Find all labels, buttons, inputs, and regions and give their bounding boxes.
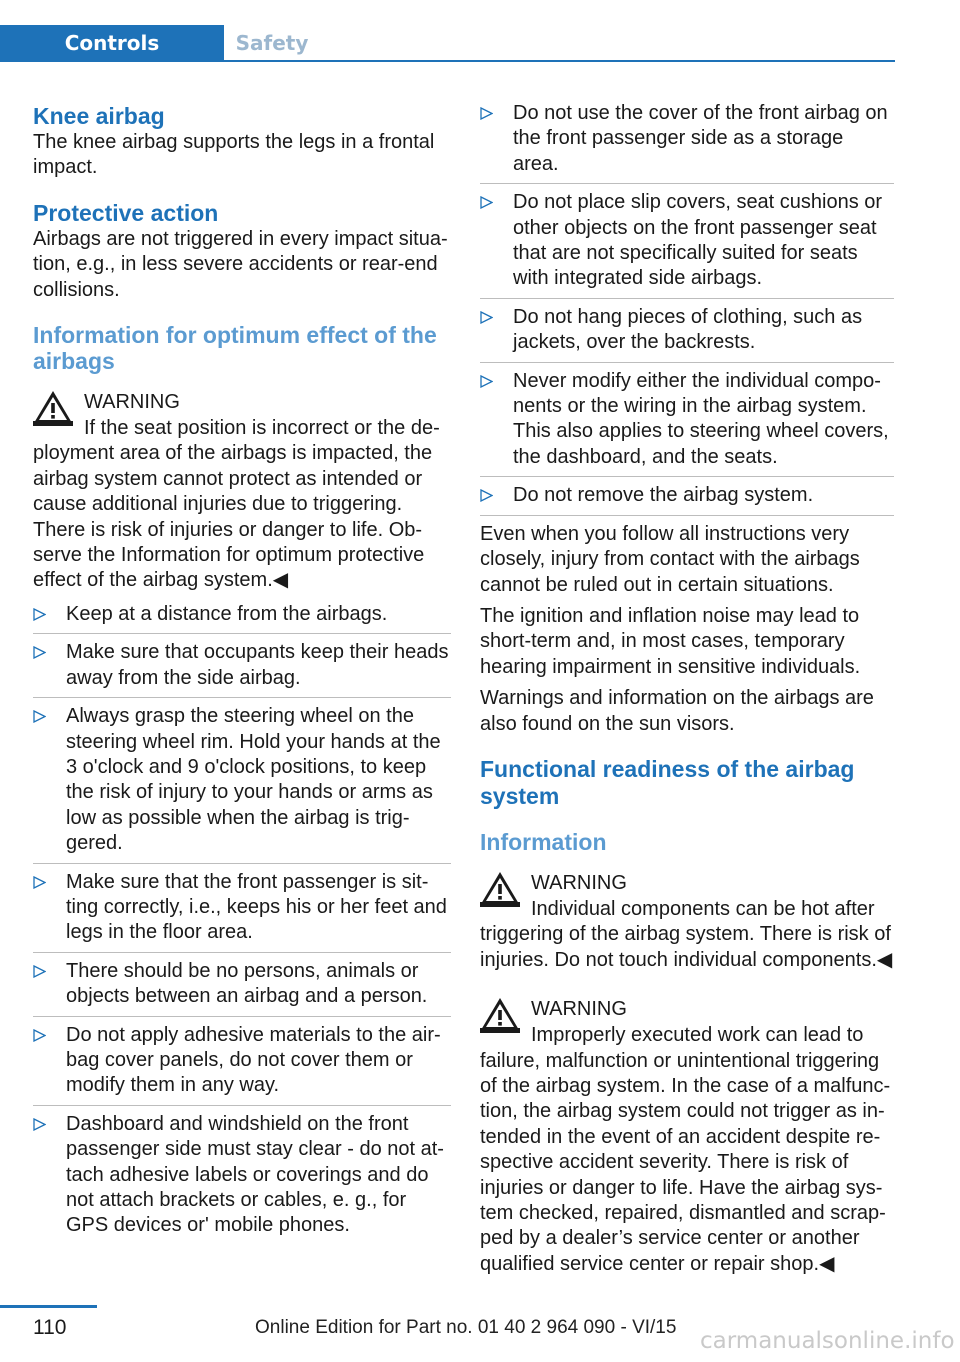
list-item [480, 369, 894, 478]
list-item [33, 640, 451, 698]
list-item [480, 101, 894, 184]
warning-text: ployment area of the airbags is impacted, the airbag system cannot protect as intended or cause additional injuries due to triggering. There is risk of injuries or danger to life. Ob‐serve the Information for optimum protective effect of the airbag system.◀ [33, 442, 433, 592]
warning-text: triggering of the airbag system. There is risk of injuries. Do not touch individual components.◀ [480, 923, 893, 971]
watermark: carmanualsonline.info [700, 1328, 955, 1354]
triangle-bullet-icon [33, 608, 46, 621]
triangle-bullet-icon [33, 876, 46, 889]
knee-airbag-heading: Knee airbag [33, 103, 165, 129]
triangle-bullet-icon [33, 965, 46, 978]
warning-block [33, 388, 451, 594]
paragraph-injury: Even when you follow all instructions very closely, injury from contact with the airbags cannot be ruled out in certain situations. [480, 522, 860, 596]
list-item [480, 190, 894, 299]
warning-title: WARNING [531, 871, 627, 894]
right-column [480, 100, 894, 1277]
list-item-text: There should be no persons, animals or objects between an airbag and a person. [66, 959, 428, 1008]
warning-text-first-line: Individual components can be hot after [531, 897, 875, 920]
list-item-text: Do not place slip covers, seat cushions or other objects on the front passenger seat that are not specifically suited for seats with integrated side airbags. [513, 191, 883, 290]
warning-text-first-line: Improperly executed work can lead to [531, 1024, 864, 1047]
warning-block [480, 869, 894, 973]
safety-bullet-list-continued [480, 101, 894, 516]
list-item [33, 1023, 451, 1106]
list-item-text: Dashboard and windshield on the front passenger side must stay clear - do not at‐tach adhesive labels or coverings and do not attach brackets or cables, e. g., for GPS devices or' mobile phones. [66, 1112, 444, 1237]
list-item-text: Always grasp the steering wheel on the steering wheel rim. Hold your hands at the 3 o'clock and 9 o'clock positions, to keep the risk of injury to your hands or arms as low as possible when the airbag is trig‐gered. [66, 705, 441, 855]
protective-action-heading: Protective action [33, 199, 219, 226]
triangle-bullet-icon [33, 1118, 46, 1131]
paragraph-sun-visors: Warnings and information on the airbags are also found on the sun visors. [480, 687, 874, 735]
list-item-text: Do not remove the airbag system. [513, 484, 814, 507]
knee-airbag-text: The knee airbag supports the legs in a frontal impact. [33, 131, 435, 179]
list-item [33, 870, 451, 953]
list-item-text: Make sure that occupants keep their heads away from the side airbag. [66, 641, 449, 689]
warning-triangle-icon [480, 871, 520, 907]
warning-block [480, 995, 894, 1277]
list-item-text: Never modify either the individual compo‐nents or the wiring in the airbag system. This also applies to steering wheel covers, the dashboard, and the seats. [513, 369, 889, 468]
warning-title: WARNING [84, 391, 180, 414]
triangle-bullet-icon [33, 1029, 46, 1042]
functional-readiness-heading: Functional readiness of the airbag system [480, 755, 855, 809]
list-item-text: Keep at a distance from the airbags. [66, 602, 388, 625]
triangle-bullet-icon [480, 311, 493, 324]
information-heading: Information [480, 828, 607, 855]
triangle-bullet-icon [33, 710, 46, 723]
warning-text-first-line: If the seat position is incorrect or the de‐ [84, 417, 440, 440]
warning-triangle-icon [33, 390, 73, 426]
tab-controls[interactable]: Controls [0, 25, 224, 61]
protective-action-text: Airbags are not triggered in every impact situa‐tion, e.g., in less severe accidents or rear-end collisions. [33, 227, 448, 301]
information-optimum-heading: Information for optimum effect of the airbags [33, 322, 437, 375]
left-column [33, 100, 451, 1251]
top-tab-bar [0, 0, 895, 62]
list-item [33, 959, 451, 1017]
list-item-text: Make sure that the front passenger is sit‐ting correctly, i.e., keeps his or her feet and legs in the floor area. [66, 870, 447, 944]
warning-text: failure, malfunction or unintentional triggering of the airbag system. In the case of a malfunc‐tion, the airbag system could not trigger as in‐tended in the event of an accident despite re‐spective accident severity. There is risk of injuries or danger to life. Have the airbag sys‐tem checked, repaired, dismantled and scrap‐ped by a dealer’s service center or another qualified service center or repair shop.◀ [480, 1049, 891, 1275]
triangle-bullet-icon [480, 107, 493, 120]
list-item [33, 1112, 451, 1245]
triangle-bullet-icon [480, 196, 493, 209]
list-item-text: Do not apply adhesive materials to the air‐bag cover panels, do not cover them or modify them in any way. [66, 1023, 441, 1097]
warning-title: WARNING [531, 998, 627, 1021]
triangle-bullet-icon [33, 646, 46, 659]
paragraph-noise: The ignition and inflation noise may lead to short-term and, in most cases, temporary hearing impairment in sensitive individuals. [480, 604, 861, 678]
footer-accent-line [0, 1305, 97, 1308]
tab-underline [0, 60, 895, 62]
list-item [33, 704, 451, 863]
list-item-text: Do not hang pieces of clothing, such as jackets, over the backrests. [513, 305, 863, 354]
list-item [480, 483, 894, 515]
triangle-bullet-icon [480, 375, 493, 388]
triangle-bullet-icon [480, 489, 493, 502]
tab-safety[interactable]: Safety [235, 31, 309, 55]
edition-footer: Online Edition for Part no. 01 40 2 964 090 - VI/15 [255, 1317, 677, 1338]
page-number: 110 [33, 1316, 67, 1339]
safety-bullet-list [33, 602, 451, 1245]
list-item [480, 305, 894, 363]
list-item [33, 602, 451, 634]
warning-triangle-icon [480, 997, 520, 1033]
list-item-text: Do not use the cover of the front airbag on the front passenger side as a storage area. [513, 102, 888, 175]
